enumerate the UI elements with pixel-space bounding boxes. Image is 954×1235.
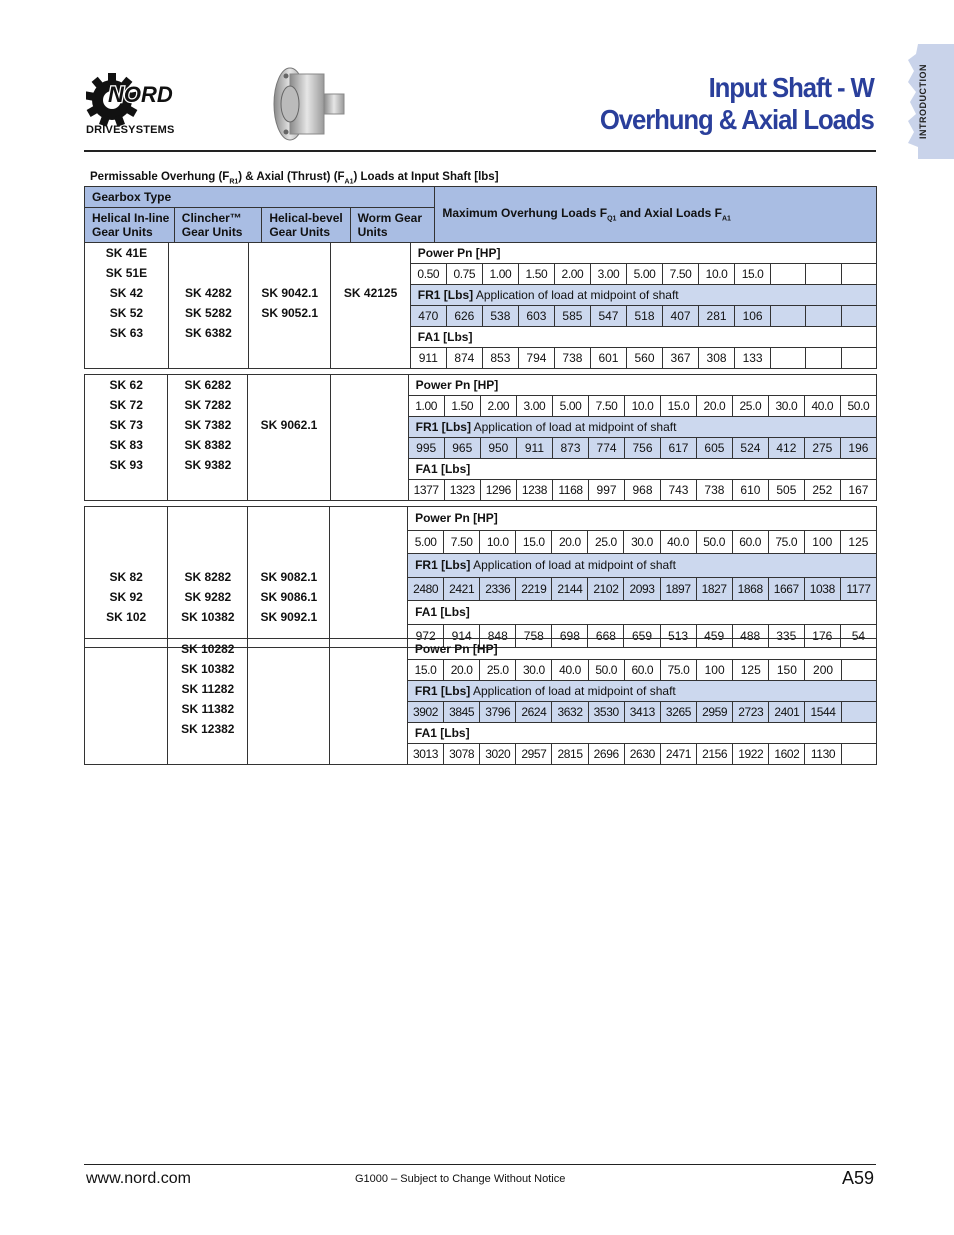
model-code — [331, 455, 408, 475]
worm-gear-header: Worm Gear Units — [350, 208, 435, 243]
model-code: SK 9382 — [184, 458, 232, 472]
fa1-value: 911 — [410, 348, 446, 369]
model-code — [168, 527, 247, 547]
power-value: 150 — [769, 660, 805, 681]
fr1-value: 2219 — [516, 577, 552, 601]
model-code — [169, 243, 248, 263]
clincher-models — [168, 243, 248, 369]
footer-url[interactable]: www.nord.com — [86, 1170, 191, 1187]
fr1-value: 626 — [446, 306, 482, 327]
helical-bevel-models — [248, 243, 330, 369]
model-code — [330, 547, 407, 567]
power-value: 7.50 — [444, 530, 480, 554]
power-value: 7.50 — [589, 396, 625, 417]
model-code — [85, 659, 167, 679]
fa1-value: 659 — [624, 624, 660, 648]
model-code: SK 8282 — [184, 570, 232, 584]
fa1-value: 2471 — [660, 744, 696, 765]
fa1-value: 2696 — [588, 744, 624, 765]
model-code — [330, 659, 407, 679]
clincher-models — [168, 639, 248, 765]
fa1-value: 2957 — [516, 744, 552, 765]
model-code — [330, 679, 407, 699]
fa1-value: 743 — [660, 480, 696, 501]
model-code — [248, 659, 328, 679]
power-value: 40.0 — [660, 530, 696, 554]
model-code: SK 7382 — [184, 418, 232, 432]
model-code: SK 9086.1 — [260, 590, 318, 604]
power-value: 25.0 — [480, 660, 516, 681]
power-value — [841, 660, 876, 681]
power-label: Power Pn [HP] — [410, 243, 876, 264]
fr1-value: 196 — [840, 438, 876, 459]
fa1-value: 1922 — [733, 744, 769, 765]
model-code — [248, 639, 328, 659]
fr1-value: 1897 — [660, 577, 696, 601]
power-value: 20.0 — [552, 530, 588, 554]
fr1-value — [806, 306, 841, 327]
power-value: 10.0 — [480, 530, 516, 554]
fr1-value: 965 — [444, 438, 480, 459]
helical-bevel-header: Helical-bevel Gear Units — [262, 208, 350, 243]
model-code — [331, 375, 408, 395]
power-value: 100 — [804, 530, 840, 554]
model-code: SK 72 — [109, 398, 143, 412]
gearbox-type-header: Gearbox Type — [85, 187, 435, 208]
power-value: 1.00 — [408, 396, 444, 417]
model-code: SK 6382 — [185, 326, 232, 340]
fr1-label: FR1 [Lbs] Application of load at midpoint of shaft — [408, 417, 876, 438]
header-rule — [84, 150, 876, 152]
model-code — [330, 567, 407, 587]
fa1-value: 1323 — [444, 480, 480, 501]
power-value: 10.0 — [625, 396, 661, 417]
fr1-value: 2401 — [769, 702, 805, 723]
model-code — [85, 639, 167, 659]
fr1-value: 2480 — [408, 577, 444, 601]
model-code — [248, 719, 328, 739]
model-code: SK 93 — [109, 458, 143, 472]
model-code: SK 73 — [109, 418, 143, 432]
model-code: SK 9052.1 — [261, 306, 319, 320]
fr1-value: 2959 — [697, 702, 733, 723]
fa1-value: 874 — [446, 348, 482, 369]
helical-inline-models — [85, 507, 168, 648]
page-title — [600, 72, 874, 136]
fr1-value: 407 — [663, 306, 699, 327]
model-code — [331, 303, 409, 323]
power-value: 10.0 — [699, 264, 735, 285]
power-value: 60.0 — [624, 660, 660, 681]
fr1-value: 1868 — [732, 577, 768, 601]
model-code — [248, 679, 328, 699]
fa1-label: FA1 [Lbs] — [408, 601, 877, 625]
page-number: A59 — [841, 1168, 874, 1188]
clincher-header: Clincher™ Gear Units — [174, 208, 262, 243]
fa1-value: 738 — [696, 480, 732, 501]
power-value: 100 — [697, 660, 733, 681]
power-value: 0.75 — [446, 264, 482, 285]
model-code — [330, 527, 407, 547]
fr1-value: 756 — [625, 438, 661, 459]
footer-note: G1000 – Subject to Change Without Notice — [355, 1173, 566, 1185]
fr1-value: 585 — [554, 306, 590, 327]
fa1-value: 505 — [768, 480, 804, 501]
fa1-value: 1130 — [805, 744, 841, 765]
fa1-value: 738 — [554, 348, 590, 369]
helical-bevel-models — [248, 375, 330, 501]
model-code — [85, 547, 167, 567]
power-value: 5.00 — [552, 396, 588, 417]
power-value: 5.00 — [626, 264, 662, 285]
clincher-models — [168, 507, 248, 648]
fr1-value: 1667 — [768, 577, 804, 601]
title-line-1: Input Shaft - W — [708, 72, 874, 103]
power-label: Power Pn [HP] — [407, 639, 876, 660]
fa1-value: 308 — [699, 348, 735, 369]
fa1-value: 997 — [589, 480, 625, 501]
power-value: 20.0 — [444, 660, 480, 681]
model-code: SK 9062.1 — [260, 418, 318, 432]
model-code — [249, 243, 330, 263]
fr1-value: 3413 — [624, 702, 660, 723]
model-code: SK 5282 — [185, 306, 232, 320]
fa1-label: FA1 [Lbs] — [407, 723, 876, 744]
fa1-value: 1296 — [480, 480, 516, 501]
fa1-value: 610 — [732, 480, 768, 501]
power-value: 50.0 — [588, 660, 624, 681]
worm-gear-models — [330, 507, 408, 648]
fa1-value: 54 — [840, 624, 876, 648]
model-code — [248, 455, 329, 475]
fr1-value — [841, 306, 876, 327]
fr1-value: 3845 — [444, 702, 480, 723]
fa1-value: 2630 — [624, 744, 660, 765]
power-value: 1.50 — [444, 396, 480, 417]
fr1-value: 1038 — [804, 577, 840, 601]
fr1-label: FR1 [Lbs] Application of load at midpoint of shaft — [408, 554, 877, 578]
power-value: 20.0 — [696, 396, 732, 417]
fr1-value: 2723 — [733, 702, 769, 723]
model-code — [169, 263, 248, 283]
fr1-value: 547 — [590, 306, 626, 327]
power-value: 30.0 — [624, 530, 660, 554]
fa1-value: 853 — [482, 348, 518, 369]
model-code — [248, 435, 329, 455]
model-code: SK 92 — [109, 590, 143, 604]
power-value: 7.50 — [663, 264, 699, 285]
model-code: SK 8382 — [184, 438, 232, 452]
fa1-value: 2156 — [697, 744, 733, 765]
model-code: SK 42 — [109, 286, 144, 300]
fa1-value: 3013 — [407, 744, 443, 765]
fr1-value — [771, 306, 806, 327]
power-value: 40.0 — [552, 660, 588, 681]
model-code — [85, 719, 167, 739]
model-code — [248, 699, 328, 719]
fa1-value: 560 — [626, 348, 662, 369]
worm-gear-models — [331, 243, 410, 369]
fr1-value: 2093 — [624, 577, 660, 601]
fa1-value: 1602 — [769, 744, 805, 765]
power-value: 30.0 — [516, 660, 552, 681]
section-tab-label: INTRODUCTION — [918, 64, 928, 140]
power-value: 1.00 — [482, 264, 518, 285]
fa1-value: 848 — [480, 624, 516, 648]
power-value: 125 — [733, 660, 769, 681]
fr1-value: 1544 — [805, 702, 841, 723]
power-value: 3.00 — [516, 396, 552, 417]
fr1-value: 1827 — [696, 577, 732, 601]
fa1-value: 972 — [408, 624, 444, 648]
fr1-value: 281 — [699, 306, 735, 327]
power-value: 15.0 — [735, 264, 771, 285]
model-code — [249, 263, 330, 283]
power-value: 15.0 — [407, 660, 443, 681]
fr1-value: 3796 — [480, 702, 516, 723]
model-code: SK 9092.1 — [260, 610, 318, 624]
model-code: SK 10382 — [181, 610, 235, 624]
power-value: 15.0 — [660, 396, 696, 417]
load-table-group — [84, 638, 877, 765]
fa1-value: 914 — [444, 624, 480, 648]
fr1-value: 950 — [480, 438, 516, 459]
fr1-value: 106 — [735, 306, 771, 327]
model-code — [248, 547, 329, 567]
fr1-value: 603 — [518, 306, 554, 327]
fr1-label: FR1 [Lbs] Application of load at midpoint of shaft — [407, 681, 876, 702]
fr1-value: 275 — [804, 438, 840, 459]
power-value: 200 — [805, 660, 841, 681]
helical-inline-models — [85, 375, 168, 501]
model-code: SK 10282 — [181, 642, 235, 656]
model-code — [85, 699, 167, 719]
power-value: 0.50 — [410, 264, 446, 285]
fa1-value: 335 — [768, 624, 804, 648]
model-code — [249, 323, 330, 343]
power-value — [771, 264, 806, 285]
model-code: SK 62 — [109, 378, 143, 392]
power-value: 15.0 — [516, 530, 552, 554]
power-value — [806, 264, 841, 285]
fa1-value: 1238 — [516, 480, 552, 501]
fr1-value: 2102 — [588, 577, 624, 601]
model-code: SK 7282 — [184, 398, 232, 412]
fr1-label: FR1 [Lbs] Application of load at midpoint of shaft — [410, 285, 876, 306]
fa1-value: 601 — [590, 348, 626, 369]
fr1-value: 470 — [410, 306, 446, 327]
table-caption: Permissable Overhung $(F_{R1})$ & Axial (Thrust) $(F_{A1})$ Loads at Input Shaft [lbs] — [90, 171, 499, 186]
model-code: SK 4282 — [185, 286, 232, 300]
model-code — [248, 375, 329, 395]
model-code: SK 63 — [109, 326, 144, 340]
model-code: SK 102 — [106, 610, 147, 624]
fa1-value — [771, 348, 806, 369]
power-value: 25.0 — [588, 530, 624, 554]
model-code: SK 52 — [109, 306, 144, 320]
model-code — [85, 527, 167, 547]
fa1-value: 758 — [516, 624, 552, 648]
model-code — [330, 587, 407, 607]
model-code — [331, 415, 408, 435]
fr1-value: 911 — [516, 438, 552, 459]
fa1-value: 698 — [552, 624, 588, 648]
title-line-2: Overhung & Axial Loads — [600, 104, 874, 135]
model-code: SK 9082.1 — [260, 570, 318, 584]
power-value: 2.00 — [480, 396, 516, 417]
model-code — [331, 323, 409, 343]
fr1-value: 2336 — [480, 577, 516, 601]
fa1-value: 2815 — [552, 744, 588, 765]
model-code — [331, 243, 409, 263]
helical-inline-models — [85, 243, 169, 369]
fa1-value — [806, 348, 841, 369]
power-value: 30.0 — [768, 396, 804, 417]
fa1-value — [841, 348, 876, 369]
model-code: SK 83 — [109, 438, 143, 452]
model-code: SK 11382 — [181, 702, 235, 716]
fr1-value: 518 — [626, 306, 662, 327]
load-table-group — [84, 374, 877, 501]
power-value — [841, 264, 876, 285]
fr1-value: 3632 — [552, 702, 588, 723]
fa1-value: 133 — [735, 348, 771, 369]
fa1-value: 176 — [804, 624, 840, 648]
power-label: Power Pn [HP] — [408, 375, 876, 396]
model-code: SK 9282 — [184, 590, 232, 604]
fa1-label: FA1 [Lbs] — [410, 327, 876, 348]
fa1-value: 1377 — [408, 480, 444, 501]
fr1-value: 2624 — [516, 702, 552, 723]
fr1-value: 774 — [589, 438, 625, 459]
model-code: SK 41E — [105, 246, 148, 260]
model-code — [331, 263, 409, 283]
power-value: 25.0 — [732, 396, 768, 417]
model-code: SK 6282 — [184, 378, 232, 392]
power-value: 5.00 — [408, 530, 444, 554]
model-code — [248, 395, 329, 415]
model-code — [330, 607, 407, 627]
model-code — [331, 435, 408, 455]
fr1-value: 3902 — [407, 702, 443, 723]
model-code — [248, 527, 329, 547]
fr1-value: 995 — [408, 438, 444, 459]
fa1-value: 968 — [625, 480, 661, 501]
model-code: SK 10382 — [181, 662, 235, 676]
model-code — [330, 639, 407, 659]
model-code — [168, 547, 247, 567]
model-code — [331, 395, 408, 415]
fr1-value: 412 — [768, 438, 804, 459]
power-value: 75.0 — [660, 660, 696, 681]
brand-logo-text: NORD — [108, 82, 173, 107]
fa1-value: 252 — [804, 480, 840, 501]
power-value: 125 — [840, 530, 876, 554]
fr1-value — [841, 702, 876, 723]
fr1-value: 3265 — [660, 702, 696, 723]
helical-bevel-models — [248, 639, 329, 765]
power-value: 2.00 — [554, 264, 590, 285]
load-table-group — [84, 506, 877, 648]
load-table-group — [84, 242, 877, 369]
fa1-value: 3078 — [444, 744, 480, 765]
footer-rule — [84, 1164, 876, 1165]
power-value: 40.0 — [804, 396, 840, 417]
input-shaft-product-image — [268, 64, 350, 144]
fr1-value: 524 — [732, 438, 768, 459]
clincher-models — [168, 375, 248, 501]
fa1-label: FA1 [Lbs] — [408, 459, 876, 480]
fa1-value: 794 — [518, 348, 554, 369]
model-code — [330, 699, 407, 719]
model-code: SK 9042.1 — [261, 286, 319, 300]
model-code: SK 51E — [105, 266, 148, 280]
fa1-value: 513 — [660, 624, 696, 648]
fr1-value: 2144 — [552, 577, 588, 601]
max-loads-header: Maximum Overhung Loads $F_{Q1}$ and Axial Loads $F_{A1}$ — [435, 187, 877, 243]
fa1-value: 367 — [663, 348, 699, 369]
helical-inline-models — [85, 639, 168, 765]
fa1-value: 3020 — [480, 744, 516, 765]
fr1-value: 538 — [482, 306, 518, 327]
model-code: SK 12382 — [181, 722, 235, 736]
fa1-value: 488 — [732, 624, 768, 648]
gearbox-header-table — [84, 186, 877, 243]
worm-gear-models — [330, 375, 408, 501]
worm-gear-models — [329, 639, 407, 765]
power-value: 3.00 — [590, 264, 626, 285]
fr1-value: 617 — [660, 438, 696, 459]
fr1-value: 605 — [696, 438, 732, 459]
brand-tagline: DRIVESYSTEMS — [86, 124, 175, 136]
model-code: SK 11282 — [181, 682, 235, 696]
fa1-value: 668 — [588, 624, 624, 648]
fa1-value: 1168 — [552, 480, 588, 501]
power-value: 50.0 — [840, 396, 876, 417]
power-value: 75.0 — [768, 530, 804, 554]
power-value: 50.0 — [696, 530, 732, 554]
fa1-value: 167 — [840, 480, 876, 501]
fa1-value — [841, 744, 876, 765]
power-label: Power Pn [HP] — [408, 507, 877, 531]
fr1-value: 3530 — [588, 702, 624, 723]
model-code: SK 82 — [109, 570, 143, 584]
model-code: SK 42125 — [343, 286, 398, 300]
helical-bevel-models — [248, 507, 330, 648]
power-value: 1.50 — [518, 264, 554, 285]
model-code — [85, 679, 167, 699]
fa1-value: 459 — [696, 624, 732, 648]
fr1-value: 2421 — [444, 577, 480, 601]
fr1-value: 873 — [552, 438, 588, 459]
fr1-value: 1177 — [840, 577, 876, 601]
power-value: 60.0 — [732, 530, 768, 554]
helical-inline-header: Helical In-line Gear Units — [85, 208, 175, 243]
model-code — [330, 719, 407, 739]
